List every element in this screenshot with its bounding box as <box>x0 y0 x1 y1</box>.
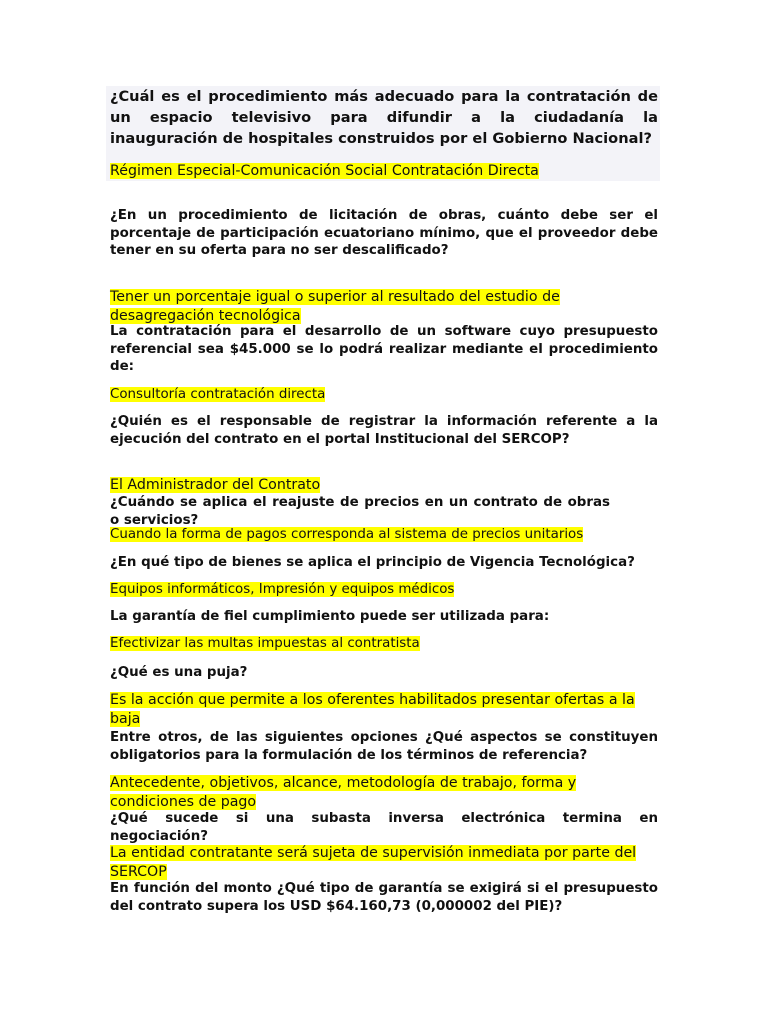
question-3: La contratación para el desarrollo de un software cuyo presupuesto referencial sea $45.000 se lo podrá realizar mediante el procedimiento de: <box>110 324 658 374</box>
answer-2: Tener un porcentaje igual o superior al resultado del estudio de desagregación tecnológica <box>110 289 560 324</box>
answer-10: La entidad contratante será sujeta de supervisión inmediata por parte del SERCOP <box>110 845 637 880</box>
question-5: ¿Cuándo se aplica el reajuste de precios en un contrato de obras o servicios? <box>110 495 610 528</box>
answer-8: Es la acción que permite a los oferentes habilitados presentar ofertas a la baja <box>110 692 635 727</box>
answer-7: Efectivizar las multas impuestas al contratista <box>110 636 420 651</box>
question-8: ¿Qué es una puja? <box>110 665 248 680</box>
question-2: ¿En un procedimiento de licitación de obras, cuánto debe ser el porcentaje de participación ecuatoriano mínimo, que el proveedor debe tener en su oferta para no ser descalificado? <box>110 208 658 258</box>
question-7: La garantía de fiel cumplimiento puede ser utilizada para: <box>110 609 550 624</box>
answer-6: Equipos informáticos, Impresión y equipos médicos <box>110 582 455 597</box>
question-4: ¿Quién es el responsable de registrar la información referente a la ejecución del contrato en el portal Institucional del SERCOP? <box>110 414 658 447</box>
answer-9: Antecedente, objetivos, alcance, metodología de trabajo, forma y condiciones de pago <box>110 775 577 810</box>
question-1: ¿Cuál es el procedimiento más adecuado para la contratación de un espacio televisivo para difundir a la ciudadanía la inauguración de hospitales construidos por el Gobierno Nacional? <box>110 88 658 147</box>
question-6: ¿En qué tipo de bienes se aplica el principio de Vigencia Tecnológica? <box>110 555 635 570</box>
answer-5: Cuando la forma de pagos corresponda al sistema de precios unitarios <box>110 527 584 542</box>
answer-4: El Administrador del Contrato <box>110 477 321 493</box>
question-11: En función del monto ¿Qué tipo de garantía se exigirá si el presupuesto del contrato supera los USD $64.160,73 (0,000002 del PIE)? <box>110 881 658 914</box>
answer-1: Régimen Especial-Comunicación Social Contratación Directa <box>110 163 539 179</box>
question-10: ¿Qué sucede si una subasta inversa electrónica termina en negociación? <box>110 811 658 844</box>
answer-3: Consultoría contratación directa <box>110 387 326 402</box>
question-9: Entre otros, de las siguientes opciones ¿Qué aspectos se constituyen obligatorios para la formulación de los términos de referencia? <box>110 730 658 763</box>
